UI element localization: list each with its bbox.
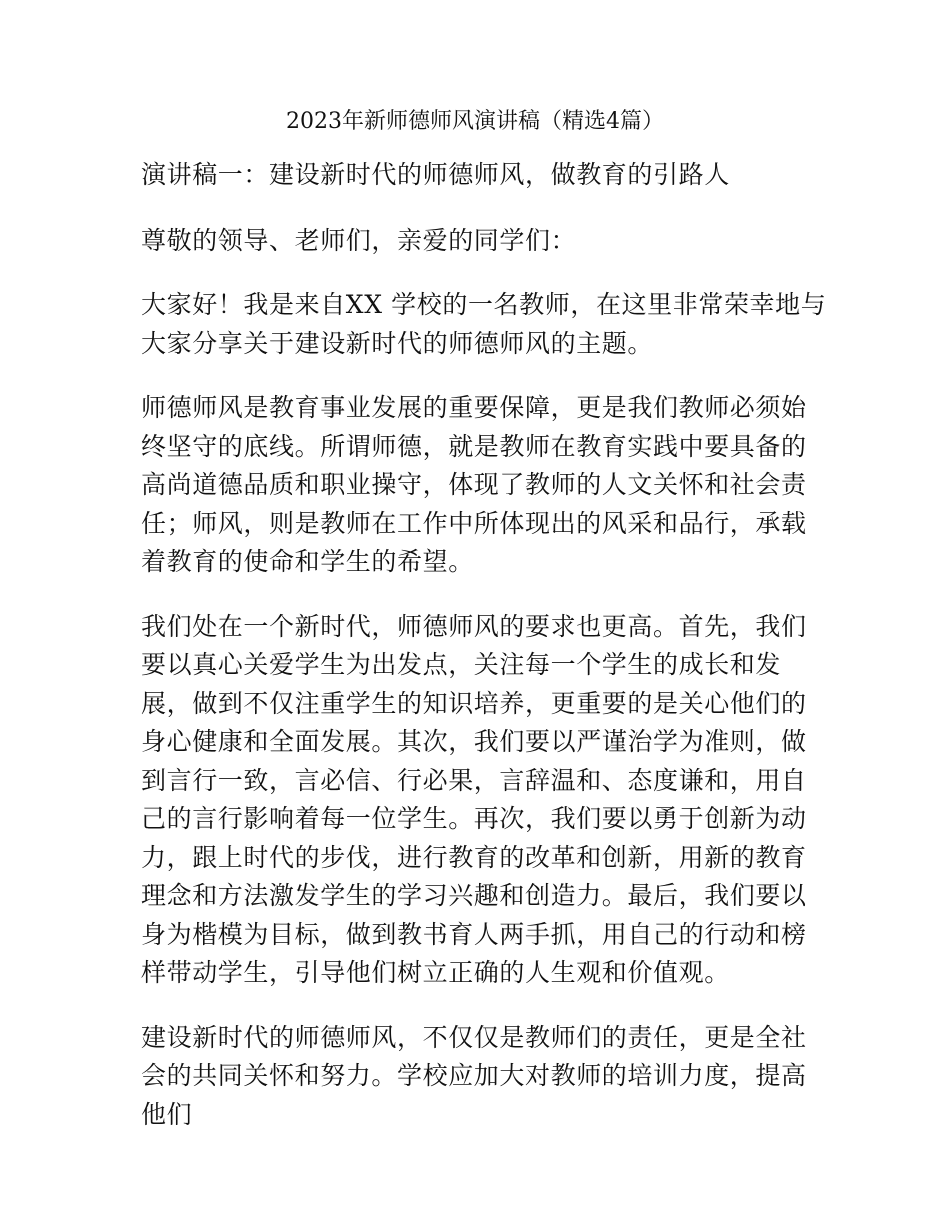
paragraph-requirements: 我们处在一个新时代，师德师风的要求也更高。首先，我们要以真心关爱学生为出发点，关注每一个学生的成长和发展，做到不仅注重学生的知识培养，更重要的是关心他们的身心健康和全面发展。其次，我们要以严谨治学为准则，做到言行一致，言必信、行必果，言辞温和、态度谦和，用自己的言行影响着每一位学生。再次，我们要以勇于创新为动力，跟上时代的步伐，进行教育的改革和创新，用新的教育理念和方法激发学生的学习兴趣和创造力。最后，我们要以身为楷模为目标，做到教书育人两手抓，用自己的行动和榜样带动学生，引导他们树立正确的人生观和价值观。 bbox=[141, 611, 807, 987]
paragraph-definition: 师德师风是教育事业发展的重要保障，更是我们教师必须始终坚守的底线。所谓师德，就是教师在教育实践中要具备的高尚道德品质和职业操守，体现了教师的人文关怀和社会责任；师风，则是教师在工作中所体现出的风采和品行，承载着教育的使命和学生的希望。 bbox=[141, 393, 807, 576]
paragraph-salutation: 尊敬的领导、老师们，亲爱的同学们： bbox=[141, 225, 577, 255]
paragraph-greeting: 大家好！我是来自XX 学校的一名教师，在这里非常荣幸地与大家分享关于建设新时代的师德师风的主题。 bbox=[141, 290, 827, 358]
document-body bbox=[141, 156, 831, 1160]
paragraph-society: 建设新时代的师德师风，不仅仅是教师们的责任，更是全社会的共同关怀和努力。学校应加大对教师的培训力度，提高他们 bbox=[141, 1022, 807, 1129]
speech-heading: 演讲稿一：建设新时代的师德师风，做教育的引路人 bbox=[141, 160, 730, 189]
document-title: 2023年新师德师风演讲稿（精选4篇） bbox=[286, 109, 664, 134]
